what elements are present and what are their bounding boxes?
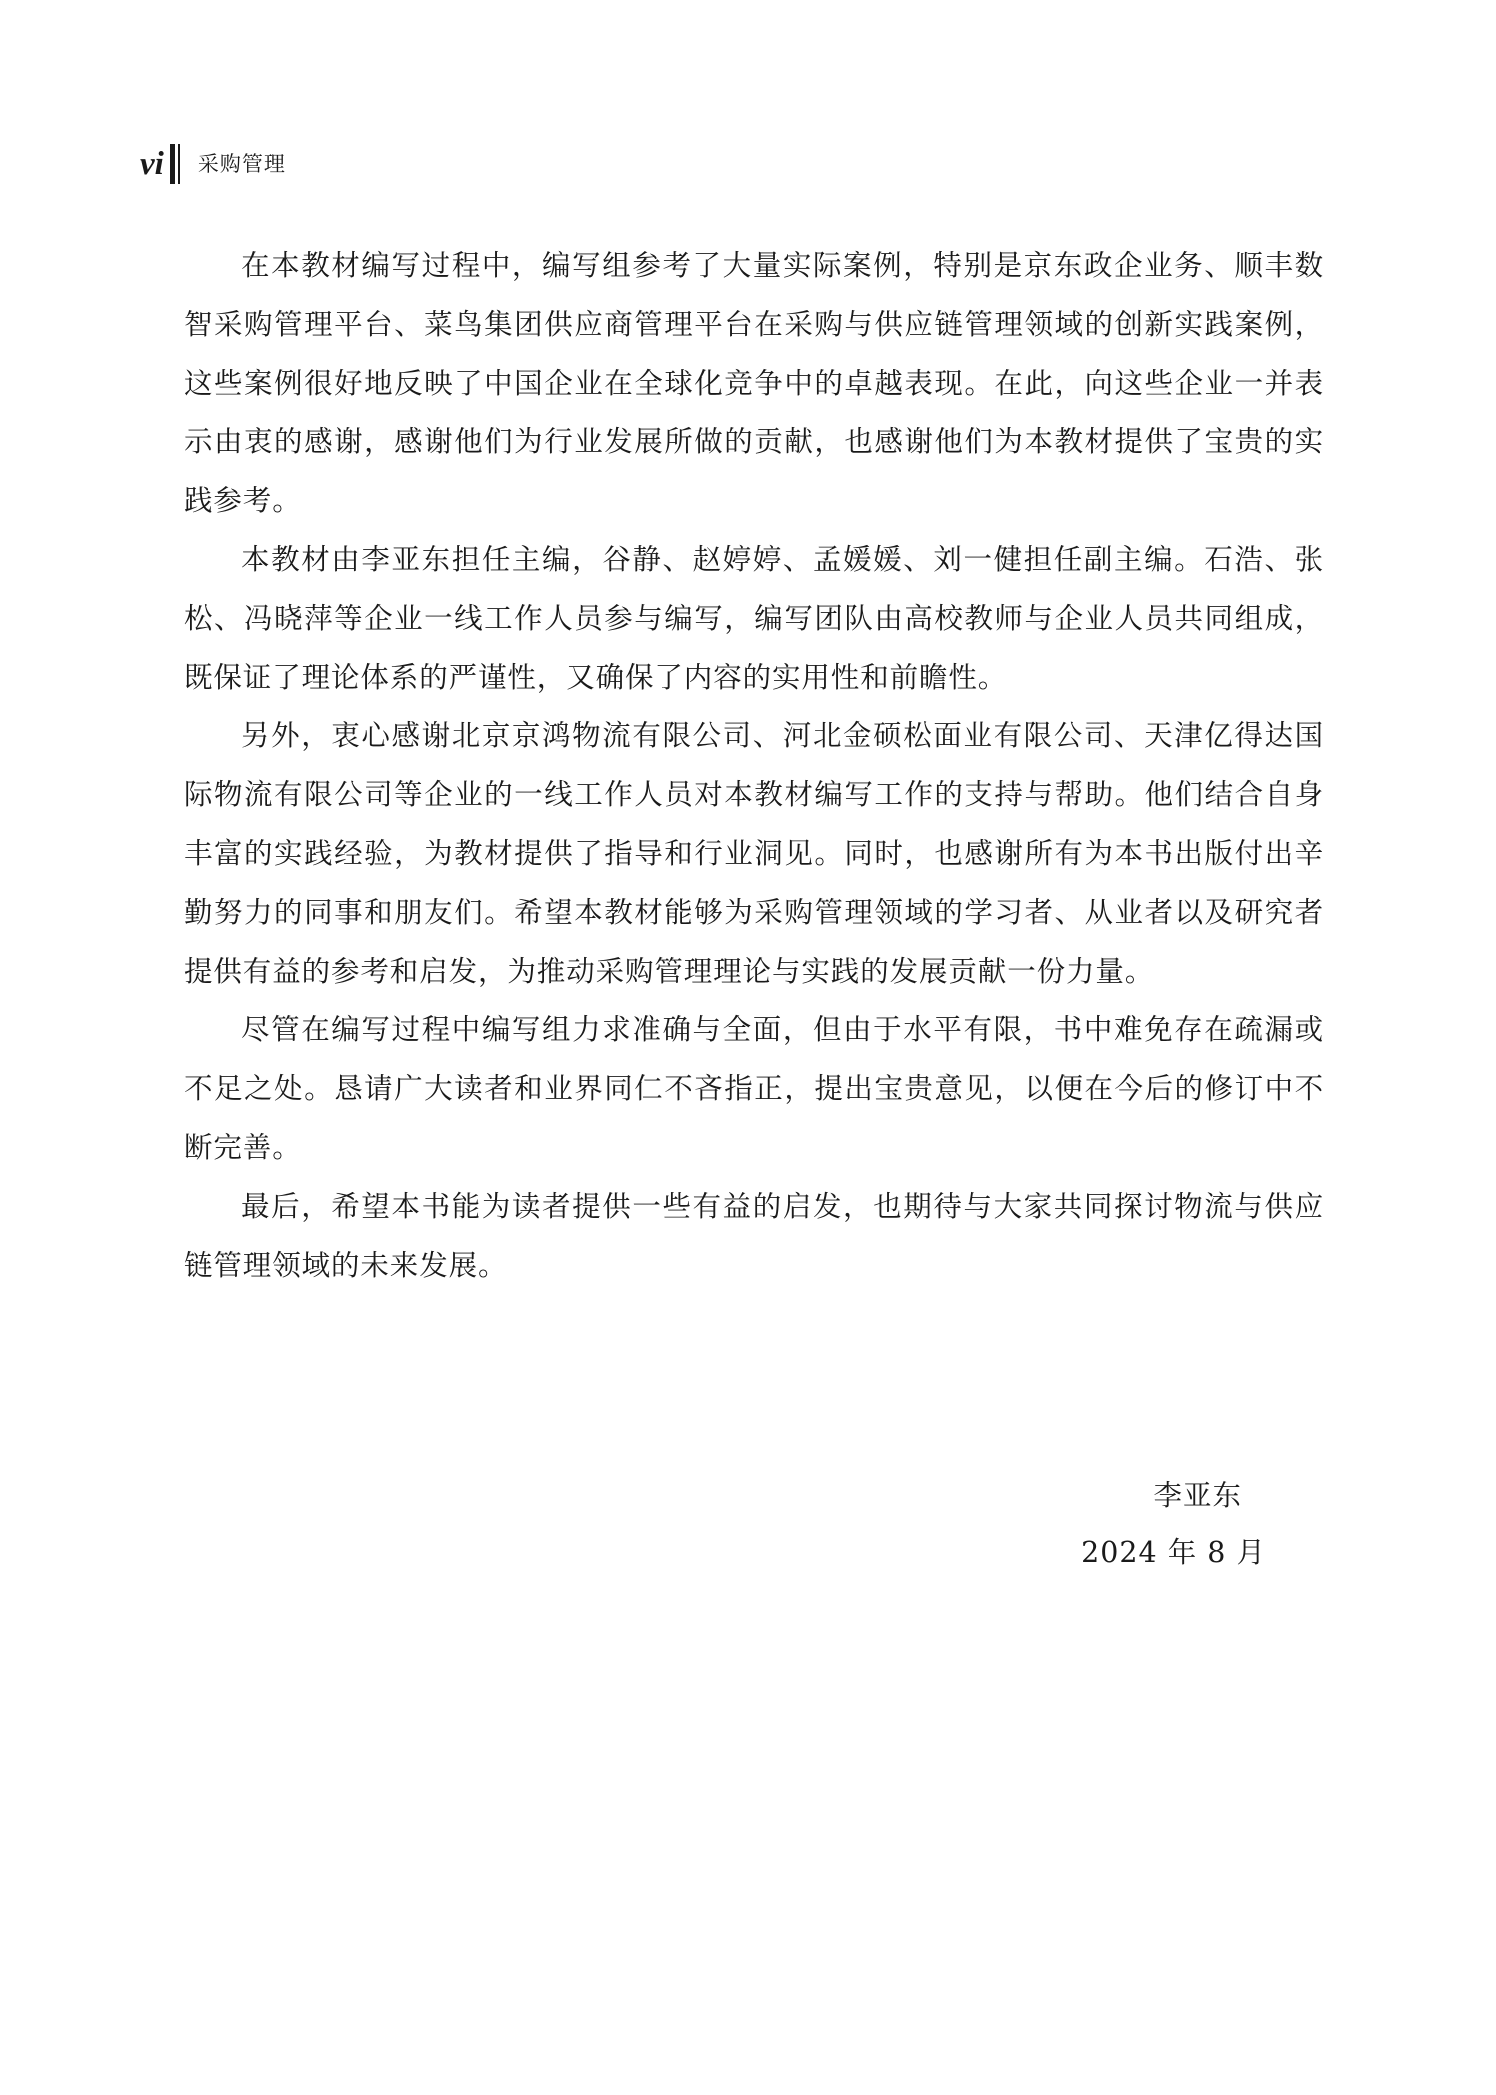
paragraph-editorial-team: 本教材由李亚东担任主编，谷静、赵婷婷、孟媛媛、刘一健担任副主编。石浩、张松、冯晓萍等企业一线工作人员参与编写，编写团队由高校教师与企业人员共同组成，既保证了理论体系的严谨性，又确保了内容的实用性和前瞻性。 bbox=[184, 542, 1324, 694]
paragraph-request-feedback: 尽管在编写过程中编写组力求准确与全面，但由于水平有限，书中难免存在疏漏或不足之处。恳请广大读者和业界同仁不吝指正，提出宝贵意见，以便在今后的修订中不断完善。 bbox=[184, 1013, 1324, 1164]
page-number: vi bbox=[140, 146, 164, 182]
header-divider-thick bbox=[170, 144, 175, 184]
signature-author: 李亚东 bbox=[1153, 1479, 1242, 1512]
paragraph-closing: 最后，希望本书能为读者提供一些有益的启发，也期待与大家共同探讨物流与供应链管理领域的未来发展。 bbox=[184, 1189, 1324, 1282]
signature-block bbox=[1081, 1467, 1266, 1581]
running-title: 采购管理 bbox=[197, 152, 286, 176]
header-divider-thin bbox=[178, 144, 180, 184]
signature-date: 2024 年 8 月 bbox=[1081, 1536, 1266, 1569]
body-text bbox=[184, 237, 1324, 1295]
running-header bbox=[140, 142, 286, 186]
paragraph-acknowledgement-cases: 在本教材编写过程中，编写组参考了大量实际案例，特别是京东政企业务、顺丰数智采购管理平台、菜鸟集团供应商管理平台在采购与供应链管理领域的创新实践案例，这些案例很好地反映了中国企业在全球化竞争中的卓越表现。在此，向这些企业一并表示由衷的感谢，感谢他们为行业发展所做的贡献，也感谢他们为本教材提供了宝贵的实践参考。 bbox=[184, 249, 1324, 518]
paragraph-acknowledgement-companies: 另外，衷心感谢北京京鸿物流有限公司、河北金硕松面业有限公司、天津亿得达国际物流有限公司等企业的一线工作人员对本教材编写工作的支持与帮助。他们结合自身丰富的实践经验，为教材提供了指导和行业洞见。同时，也感谢所有为本书出版付出辛勤努力的同事和朋友们。希望本教材能够为采购管理领域的学习者、从业者以及研究者提供有益的参考和启发，为推动采购管理理论与实践的发展贡献一份力量。 bbox=[184, 719, 1324, 988]
